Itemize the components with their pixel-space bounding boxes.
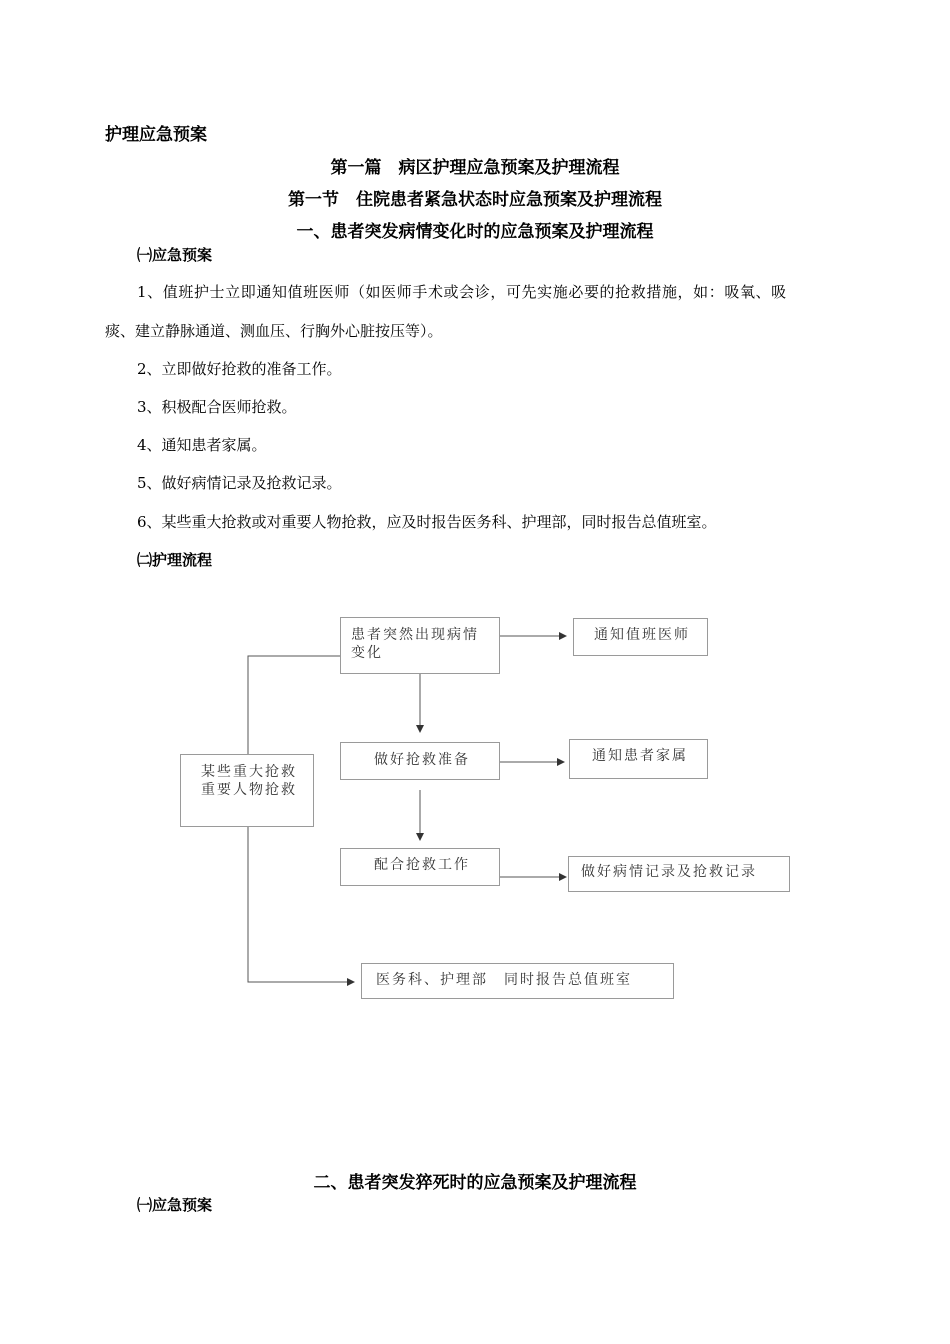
flow-box-notify-doctor <box>573 618 708 656</box>
flow-start-line1: 患者突然出现病情 <box>351 627 479 643</box>
flow-box-cooperate <box>340 848 500 886</box>
document-title: 护理应急预案 <box>105 125 207 145</box>
plan-item-1: 1、值班护士立即通知值班医师（如医师手术或会诊，可先实施必要的抢救措施，如：吸氧、吸 <box>137 283 787 301</box>
plan-item-2: 2、立即做好抢救的准备工作。 <box>137 360 342 378</box>
topic1-heading: 一、患者突发病情变化时的应急预案及护理流程 <box>296 222 654 242</box>
flow-prepare-label: 做好抢救准备 <box>374 752 470 768</box>
flow-report-label: 医务科、护理部 同时报告总值班室 <box>376 972 632 988</box>
plan-item-4: 4、通知患者家属。 <box>137 436 267 454</box>
flow-box-notify-family <box>569 739 708 779</box>
flow-major-line1: 某些重大抢救 <box>201 764 297 780</box>
part-heading: 第一篇 病区护理应急预案及护理流程 <box>330 158 620 178</box>
flow-major-line2: 重要人物抢救 <box>201 782 297 798</box>
topic2-heading: 二、患者突发猝死时的应急预案及护理流程 <box>313 1173 637 1193</box>
flow-notify-doctor-label: 通知值班医师 <box>594 627 690 643</box>
topic1-plan-label: ㈠应急预案 <box>137 246 213 264</box>
flow-box-prepare <box>340 742 500 780</box>
flow-box-records <box>568 856 790 892</box>
topic2-plan-label: ㈠应急预案 <box>137 1196 213 1214</box>
flow-cooperate-label: 配合抢救工作 <box>374 857 470 873</box>
plan-item-6: 6、某些重大抢救或对重要人物抢救，应及时报告医务科、护理部，同时报告总值班室。 <box>137 513 717 531</box>
flow-box-major <box>180 754 314 827</box>
flow-start-line2: 变化 <box>351 645 383 661</box>
connector-start-to-major <box>248 656 340 754</box>
plan-item-3: 3、积极配合医师抢救。 <box>137 398 297 416</box>
plan-item-1-cont: 痰、建立静脉通道、测血压、行胸外心脏按压等）。 <box>105 322 443 340</box>
flow-box-start <box>340 617 500 674</box>
plan-item-5: 5、做好病情记录及抢救记录。 <box>137 474 342 492</box>
flow-records-label: 做好病情记录及抢救记录 <box>581 864 757 880</box>
section-heading: 第一节 住院患者紧急状态时应急预案及护理流程 <box>288 190 662 210</box>
flow-box-report <box>361 963 674 999</box>
topic1-flow-label: ㈡护理流程 <box>137 551 213 569</box>
arrow-major-to-report <box>248 827 354 982</box>
flow-notify-family-label: 通知患者家属 <box>592 748 688 764</box>
